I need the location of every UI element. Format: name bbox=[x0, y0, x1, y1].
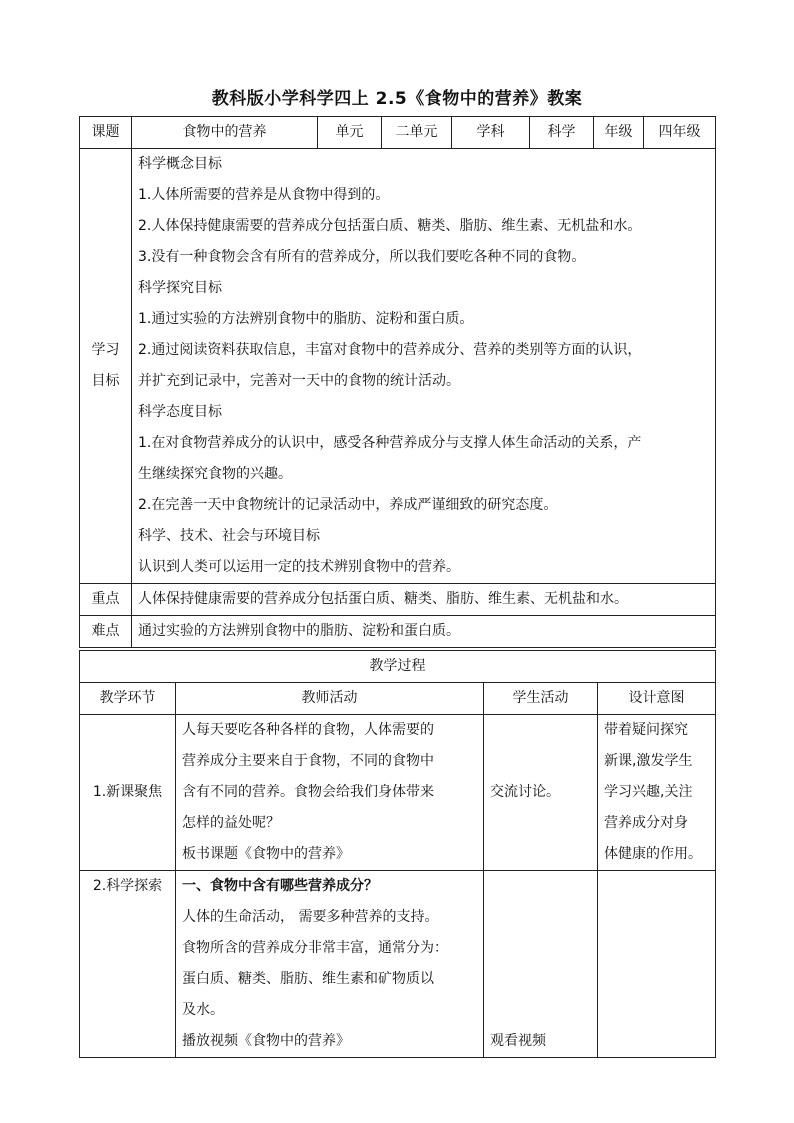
goal-line: 2.在完善一天中食物统计的记录活动中，养成严谨细致的研究态度。 bbox=[138, 497, 558, 513]
key-point-label: 重点 bbox=[80, 584, 132, 616]
teacher-line: 蛋白质、糖类、脂肪、维生素和矿物质以 bbox=[182, 971, 434, 987]
key-point-row bbox=[80, 584, 716, 616]
goal-line: 1.人体所需要的营养是从食物中得到的。 bbox=[138, 187, 390, 203]
goal-line: 1.在对食物营养成分的认识中，感受各种营养成分与支撑人体生命活动的关系，产 bbox=[138, 435, 642, 451]
lesson-info-table bbox=[79, 116, 716, 648]
goals-label-line-2: 目标 bbox=[91, 373, 120, 389]
intent-line: 新课,激发学生 bbox=[604, 753, 693, 769]
goals-content bbox=[132, 149, 716, 584]
header-stage: 教学环节 bbox=[80, 683, 176, 715]
design-intent-cell bbox=[598, 871, 716, 1058]
teacher-line: 人每天要吃各种各样的食物，人体需要的 bbox=[182, 722, 434, 738]
grade-value: 四年级 bbox=[644, 117, 716, 149]
key-point-text: 人体保持健康需要的营养成分包括蛋白质、糖类、脂肪、维生素、无机盐和水。 bbox=[132, 584, 716, 616]
teacher-activity-cell bbox=[176, 715, 484, 871]
process-heading: 教学过程 bbox=[80, 651, 716, 683]
process-row-1 bbox=[80, 715, 716, 871]
process-heading-row bbox=[80, 651, 716, 683]
stage-cell: 2.科学探索 bbox=[80, 871, 176, 1058]
unit-label: 单元 bbox=[318, 117, 382, 149]
goal-line: 科学概念目标 bbox=[138, 156, 222, 172]
goal-line: 并扩充到记录中，完善对一天中的食物的统计活动。 bbox=[138, 373, 460, 389]
topic-label: 课题 bbox=[80, 117, 132, 149]
unit-value: 二单元 bbox=[382, 117, 452, 149]
document-title: 教科版小学科学四上 2.5《食物中的营养》教案 bbox=[211, 89, 583, 109]
teacher-line: 怎样的益处呢？ bbox=[182, 815, 280, 831]
intent-line: 学习兴趣,关注 bbox=[604, 784, 693, 800]
header-teacher: 教师活动 bbox=[176, 683, 484, 715]
goals-label-line-1: 学习 bbox=[91, 342, 120, 358]
student-activity-cell: 交流讨论。 bbox=[484, 715, 598, 871]
teacher-activity-cell bbox=[176, 871, 484, 1058]
teacher-line: 人体的生命活动， 需要多种营养的支持。 bbox=[182, 909, 439, 925]
goal-line: 2.人体保持健康需要的营养成分包括蛋白质、糖类、脂肪、维生素、无机盐和水。 bbox=[138, 218, 642, 234]
subject-label: 学科 bbox=[452, 117, 530, 149]
teacher-line: 营养成分主要来自于食物，不同的食物中 bbox=[182, 753, 434, 769]
header-student: 学生活动 bbox=[484, 683, 598, 715]
process-table bbox=[79, 650, 716, 1058]
info-row bbox=[80, 117, 716, 149]
topic-value: 食物中的营养 bbox=[132, 117, 318, 149]
header-intent: 设计意图 bbox=[598, 683, 716, 715]
goal-line: 科学探究目标 bbox=[138, 280, 222, 296]
goal-line: 1.通过实验的方法辨别食物中的脂肪、淀粉和蛋白质。 bbox=[138, 311, 474, 327]
stage-cell: 1.新课聚焦 bbox=[80, 715, 176, 871]
goal-line: 科学、技术、社会与环境目标 bbox=[138, 528, 320, 544]
goal-line: 生继续探究食物的兴趣。 bbox=[138, 466, 292, 482]
goal-line: 科学态度目标 bbox=[138, 404, 222, 420]
teacher-line: 播放视频《食物中的营养》 bbox=[182, 1033, 350, 1049]
difficulty-label: 难点 bbox=[80, 616, 132, 648]
difficulty-text: 通过实验的方法辨别食物中的脂肪、淀粉和蛋白质。 bbox=[132, 616, 716, 648]
section-heading: 一、食物中含有哪些营养成分？ bbox=[182, 878, 378, 894]
teacher-line: 板书课题《食物中的营养》 bbox=[182, 846, 350, 862]
intent-line: 体健康的作用。 bbox=[604, 846, 702, 862]
goal-line: 3.没有一种食物会含有所有的营养成分，所以我们要吃各种不同的食物。 bbox=[138, 249, 586, 265]
student-activity-cell: 观看视频 bbox=[484, 871, 598, 1058]
teacher-line: 及水。 bbox=[182, 1002, 224, 1018]
intent-line: 带着疑问探究 bbox=[604, 722, 688, 738]
teacher-line: 食物所含的营养成分非常丰富，通常分为： bbox=[182, 940, 448, 956]
design-intent-cell bbox=[598, 715, 716, 871]
grade-label: 年级 bbox=[594, 117, 644, 149]
subject-value: 科学 bbox=[530, 117, 594, 149]
intent-line: 营养成分对身 bbox=[604, 815, 688, 831]
goal-line: 认识到人类可以运用一定的技术辨别食物中的营养。 bbox=[138, 559, 460, 575]
teacher-line: 含有不同的营养。食物会给我们身体带来 bbox=[182, 784, 434, 800]
process-header-row bbox=[80, 683, 716, 715]
goal-line: 2.通过阅读资料获取信息，丰富对食物中的营养成分、营养的类别等方面的认识， bbox=[138, 342, 642, 358]
process-row-2 bbox=[80, 871, 716, 1058]
difficulty-row bbox=[80, 616, 716, 648]
goals-label bbox=[80, 149, 132, 584]
goals-row bbox=[80, 149, 716, 584]
